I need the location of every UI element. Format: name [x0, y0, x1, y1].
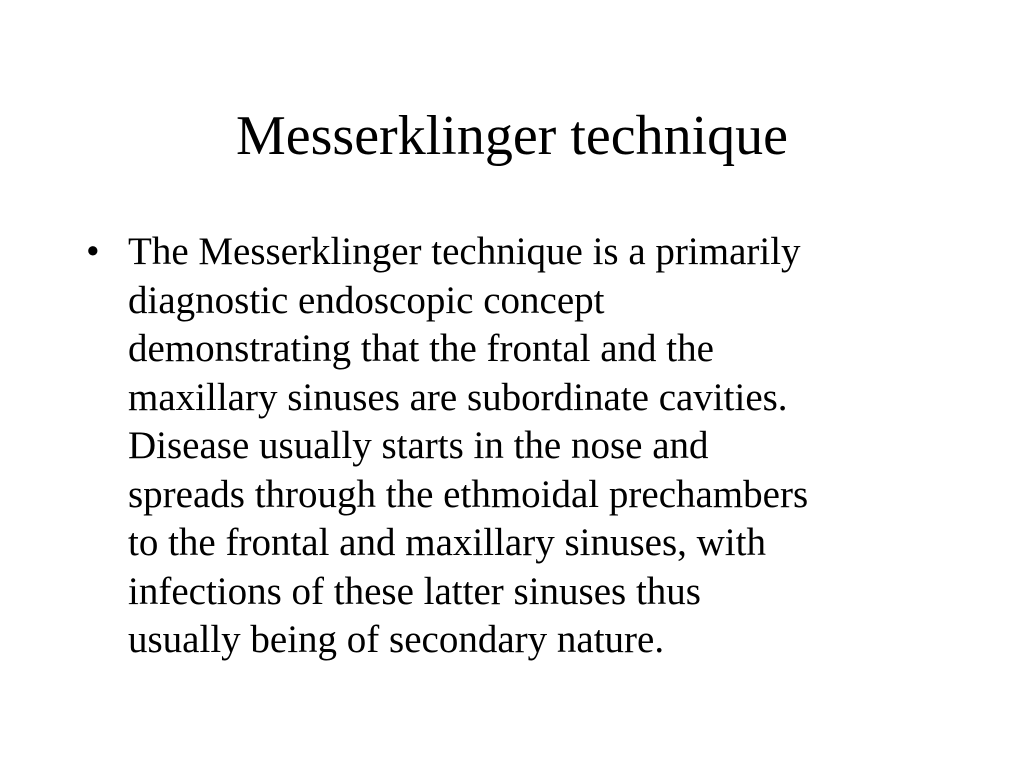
- bullet-item: [82, 228, 942, 665]
- bullet-list: [82, 228, 942, 665]
- bullet-line: The Messerklinger technique is a primarily: [128, 230, 801, 273]
- bullet-line: diagnostic endoscopic concept: [128, 278, 605, 322]
- slide-title: Messerklinger technique: [235, 105, 789, 167]
- bullet-line: maxillary sinuses are subordinate cavities.: [128, 375, 788, 419]
- bullet-line: spreads through the ethmoidal prechambers: [128, 472, 809, 516]
- bullet-line: infections of these latter sinuses thus: [128, 569, 701, 613]
- bullet-marker-icon: •: [86, 230, 100, 273]
- bullet-line: Disease usually starts in the nose and: [128, 424, 709, 467]
- bullet-line: demonstrating that the frontal and the: [128, 327, 714, 370]
- bullet-line: to the frontal and maxillary sinuses, with: [128, 521, 766, 564]
- bullet-line: usually being of secondary nature.: [128, 618, 665, 661]
